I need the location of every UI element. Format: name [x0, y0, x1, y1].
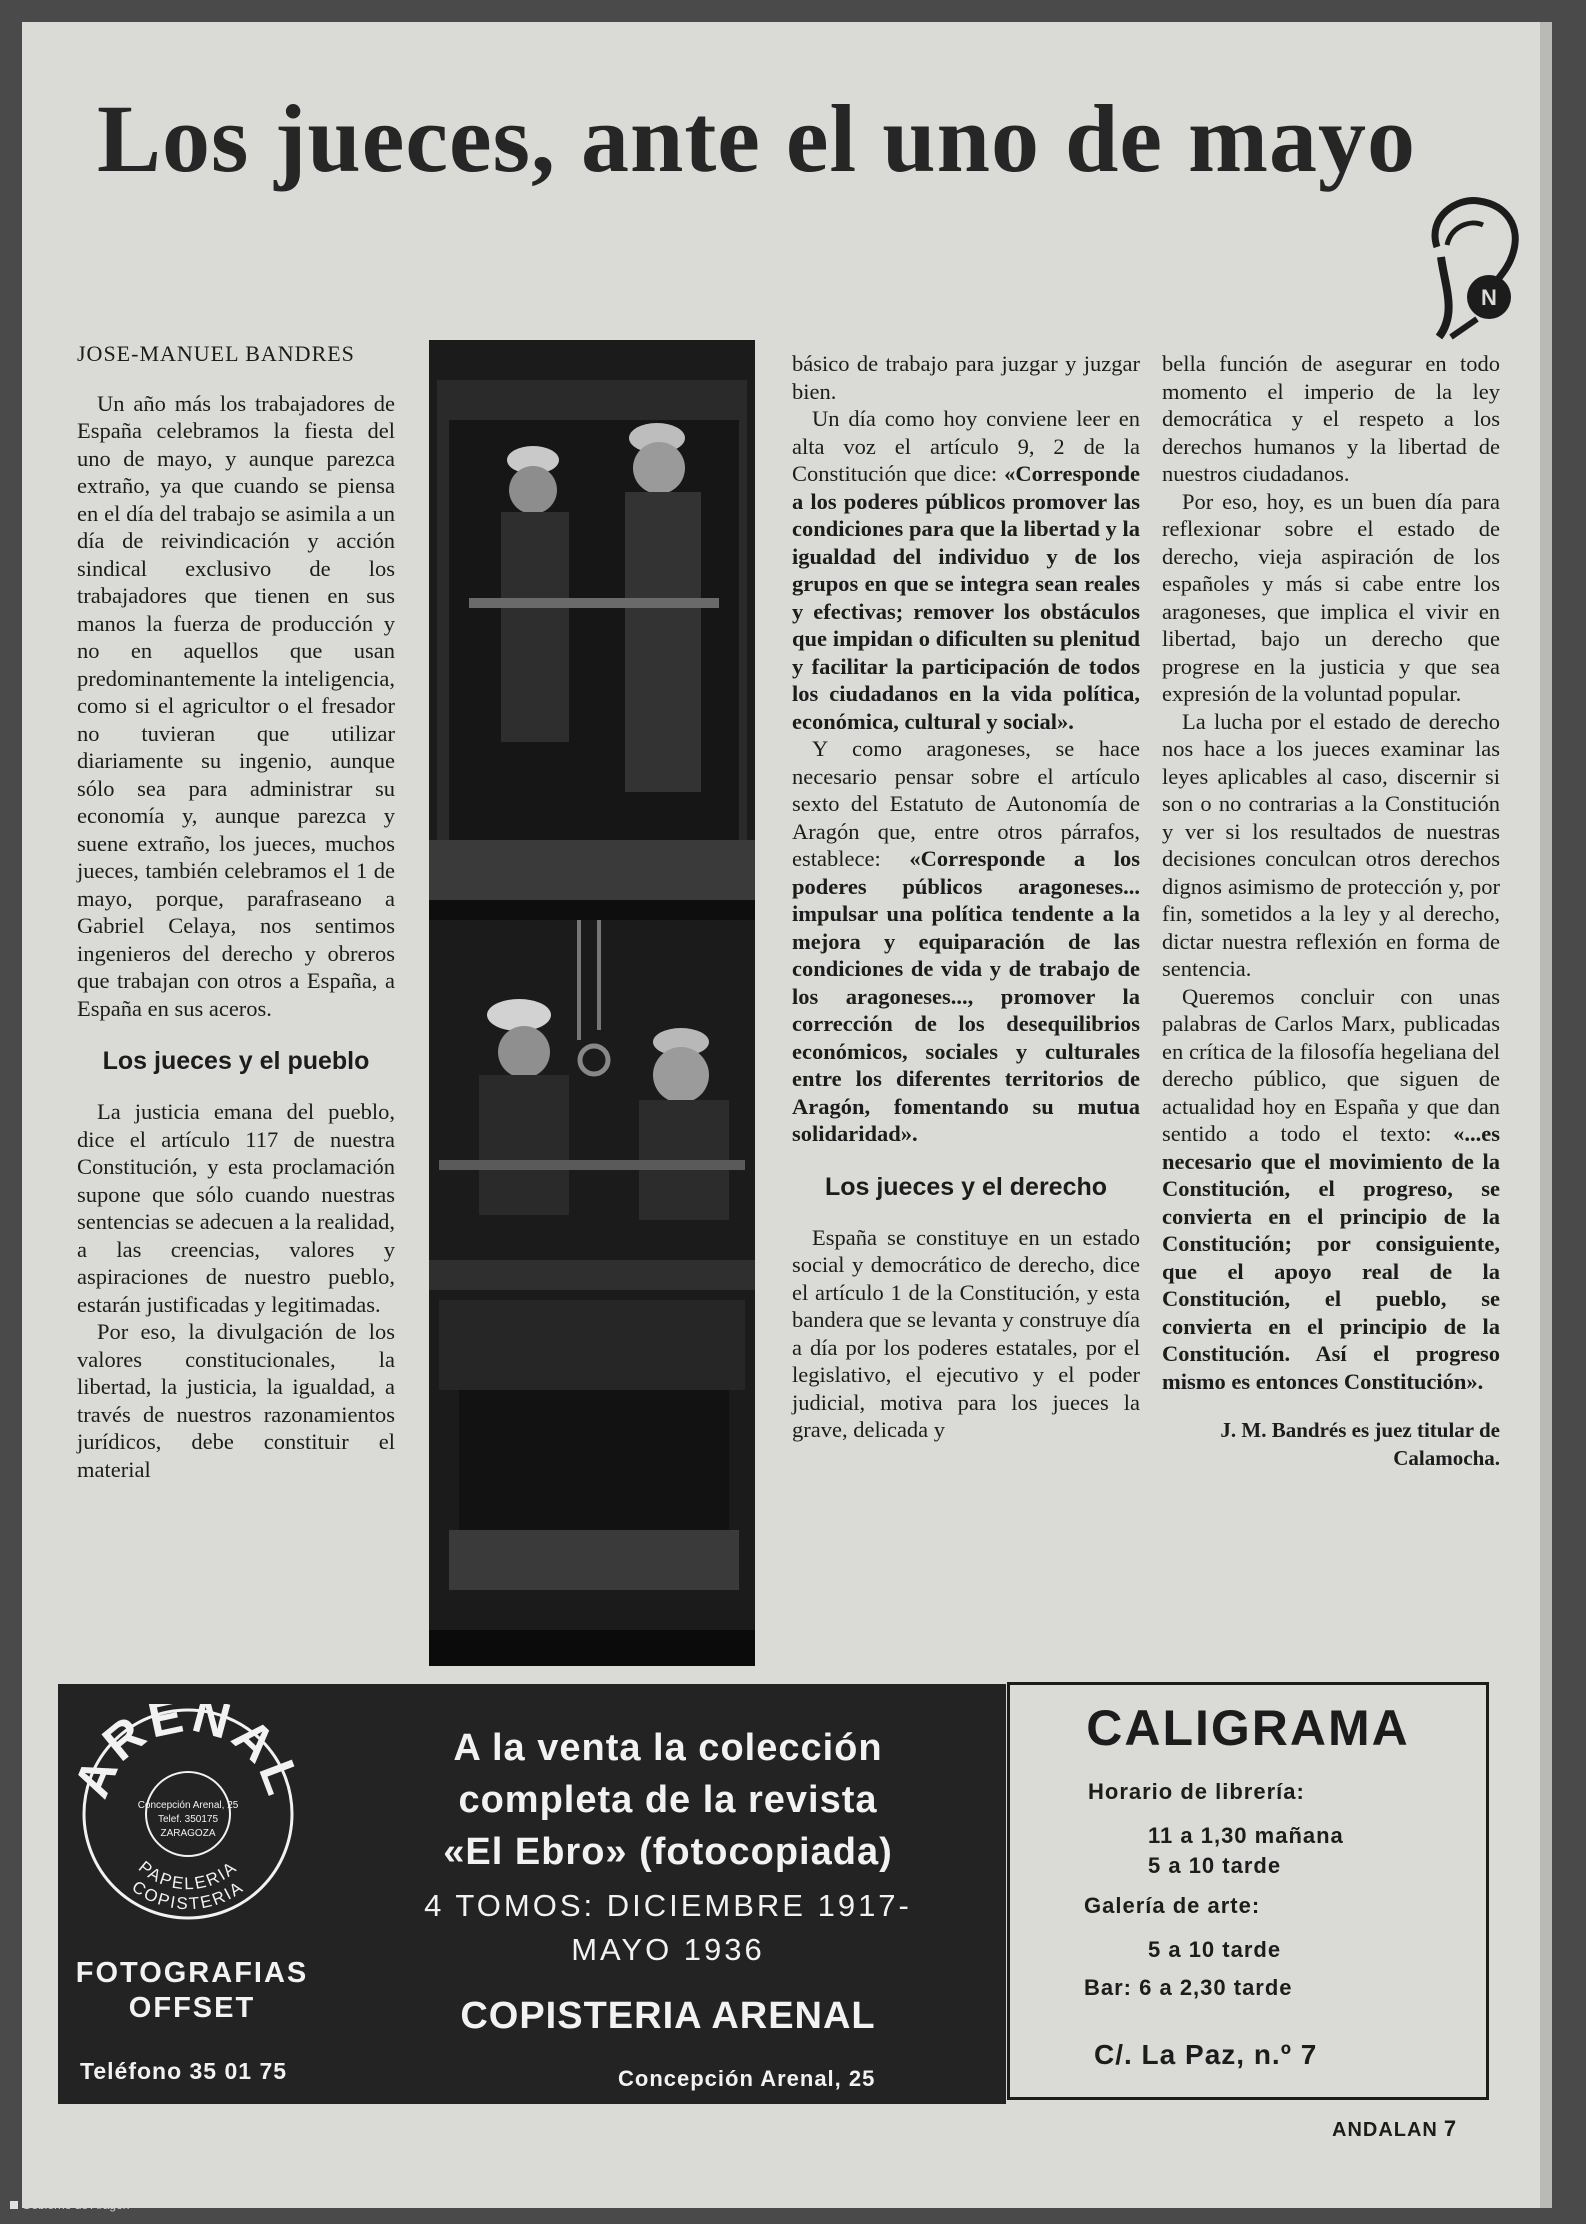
quote: «Corresponde a los poderes públicos aragoneses... impulsar una política tendente a la mejora y equiparación de las condiciones de vida y de trabajo de los aragoneses..., promover la corrección de los desequilibrios económicos, sociales y culturales entre los diferentes territorios de Aragón, fomentando su mutua solidaridad».: [792, 846, 1141, 1146]
paragraph: bella función de asegurar en todo momento el imperio de la ley democrática y el respeto a los derechos humanos y la libertad de nuestros ciudadanos.: [1162, 351, 1500, 486]
photo-line-1: FOTOGRAFIAS: [75, 1957, 309, 1989]
paragraph: España se constituye en un estado social y democrático de derecho, dice el artículo 1 de la Constitución, y esta bandera que se levanta y construye día a día por los poderes estatales, por el legislativo, el ejecutivo y el poder judicial, motiva para los jueces la grave, delicada y: [792, 1224, 1140, 1442]
quote: «...es necesario que el movimiento de la Constitución, el progreso, se convierta en el principio de la Constitución; por consiguiente, que el apoyo real de la Constitución, el pueblo, se convierta en el principio de la Constitución. Así el progreso mismo es entonces Constitución».: [1162, 1121, 1500, 1394]
svg-text:Concepción Arenal, 25: Concepción Arenal, 25: [137, 1800, 239, 1811]
gallery-hours-heading: Galería de arte:: [1084, 1893, 1261, 1918]
credit-line-2: Calamocha.: [1393, 1445, 1500, 1470]
ad-tomos-1: 4 TOMOS: DICIEMBRE 1917-: [424, 1888, 912, 1923]
paragraph: básico de trabajo para juzgar y juzgar bien.: [792, 351, 1140, 404]
ad-shop-name: COPISTERIA ARENAL: [460, 1995, 876, 2037]
hours-line: 11 a 1,30 mañana: [1148, 1823, 1344, 1848]
hours-line: 5 a 10 tarde: [1148, 1937, 1282, 1962]
ad-headline-2: completa de la revista: [458, 1779, 878, 1821]
svg-text:COPISTERIA: COPISTERIA: [128, 1877, 248, 1914]
magazine-page: [22, 22, 1552, 2208]
magazine-name: ANDALAN: [1332, 2119, 1438, 2141]
paragraph: La justicia emana del pueblo, dice el artículo 117 de nuestra Constitución, y esta proclamación supone que sólo cuando nuestras sentencias se adecuen a la realidad, a las creencias, valores y aspiraciones de nuestro pueblo, estarán justificadas y legitimadas.: [77, 1099, 395, 1317]
paragraph: [792, 405, 1140, 735]
paragraph: Un año más los trabajadores de España celebramos la fiesta del uno de mayo, y aunque parezca extraño, ya que cuando se piensa en el día del trabajo se asimila a un día de reivindicación y acción sindical exclusivo de los trabajadores que tienen en sus manos la fuerza de producción y no en aquellos que usan predominantemente la inteligencia, como si el agricultor o el fresador no tuvieran que utilizar diariamente su ingenio, aunque sólo sea para administrar su economía y, aunque parezca y suene extraño, los jueces, muchos jueces, también celebramos el 1 de mayo, porque, parafraseano a Gabriel Celaya, nos sentimos ingenieros del derecho y obreros que trabajan con otros a España, a España en sus aceros.: [77, 390, 395, 1021]
watermark-icon: [10, 2201, 18, 2209]
archive-watermark: [10, 2198, 129, 2212]
ad-headline-3: «El Ebro» (fotocopiada): [443, 1831, 893, 1873]
article-column-4: [1162, 350, 1500, 1472]
subheading: Los jueces y el derecho: [824, 1172, 1108, 1201]
caligrama-address: C/. La Paz, n.º 7: [1094, 2039, 1318, 2070]
photo-line-2: OFFSET: [128, 1992, 256, 2024]
svg-text:PAPELERIA: PAPELERIA: [134, 1857, 242, 1894]
arenal-stamp-logo: [78, 1704, 298, 1924]
page-edge: [1540, 22, 1552, 2208]
quote: «Corresponde a los poderes públicos promover las condiciones para que la libertad y la igualdad del individuo y de los grupos en que se integra sean reales y efectivas; remover los obstáculos que impidan o dificulten su plenitud y facilitar la participación de todos los ciudadanos en la vida política, económica, cultural y social».: [792, 461, 1141, 734]
article-column-3: [792, 350, 1140, 1444]
article-title: Los jueces, ante el uno de mayo: [97, 85, 1416, 192]
miners-photo: [429, 340, 755, 1666]
svg-text:Telef. 350175: Telef. 350175: [157, 1814, 219, 1825]
caligrama-title: CALIGRAMA: [1086, 1700, 1410, 1756]
ad-copisteria-arenal: [58, 1684, 1006, 2104]
bookshop-hours-heading: Horario de librería:: [1088, 1779, 1305, 1804]
page-folio: [1332, 2116, 1457, 2142]
ad-address: Concepción Arenal, 25: [618, 2066, 876, 2091]
author-credit: [1162, 1417, 1500, 1472]
phone-number: Teléfono 35 01 75: [80, 2058, 288, 2084]
paragraph-text: Y como aragoneses, se hace necesario pensar sobre el artículo sexto del Estatuto de Autonomía de Aragón que, entre otros párrafos, establece:: [792, 736, 1140, 871]
svg-text:ZARAGOZA: ZARAGOZA: [160, 1828, 216, 1839]
paragraph: La lucha por el estado de derecho nos hace a los jueces examinar las leyes aplicables al caso, discernir si son o no contrarias a la Constitución y ver si los resultados de nuestras decisiones conculcan otros derechos dignos asimismo de protección y, por fin, sometidos a la ley y al derecho, dictar nuestra reflexión en forma de sentencia.: [1162, 708, 1500, 981]
article-column-1: [77, 340, 395, 1483]
andalan-logo-icon: [1417, 187, 1527, 347]
subheading: Los jueces y el pueblo: [102, 1047, 370, 1075]
svg-text:ARENAL: RENA: [92, 1704, 290, 1776]
svg-text:N: N: [1481, 285, 1497, 310]
paragraph: Por eso, la divulgación de los valores constitucionales, la libertad, la justicia, la igualdad, a través de nuestros razonamientos jurídicos, debe constituir el material: [77, 1319, 395, 1482]
paragraph-text: Queremos concluir con unas palabras de Carlos Marx, publicadas en crítica de la filosofía hegeliana del derecho público, que siguen de actualidad hoy en España y que dan sentido a todo el texto:: [1162, 983, 1500, 1146]
watermark-text: Gobierno de Aragón: [22, 2198, 130, 2212]
paragraph-text: Un día como hoy conviene leer en alta voz el artículo 9, 2 de la Constitución que dice:: [792, 406, 1140, 486]
bar-hours: Bar: 6 a 2,30 tarde: [1084, 1975, 1293, 2000]
page-number: 7: [1443, 2116, 1458, 2141]
ad-tomos-2: MAYO 1936: [571, 1932, 765, 1967]
paragraph: [792, 735, 1140, 1148]
ad-caligrama: [1007, 1682, 1489, 2100]
paragraph: Por eso, hoy, es un buen día para reflexionar sobre el estado de derecho, vieja aspiración de los españoles y más si cabe entre los aragoneses, que implica el vivir en libertad, bajo un derecho que progrese en la justicia y que sea expresión de la voluntad popular.: [1162, 488, 1500, 706]
credit-line-1: J. M. Bandrés es juez titular de: [1220, 1418, 1500, 1442]
paragraph: [1162, 983, 1500, 1396]
byline: JOSE-MANUEL BANDRES: [77, 341, 355, 366]
ad-headline-1: A la venta la colección: [453, 1727, 883, 1769]
hours-line: 5 a 10 tarde: [1148, 1853, 1282, 1878]
